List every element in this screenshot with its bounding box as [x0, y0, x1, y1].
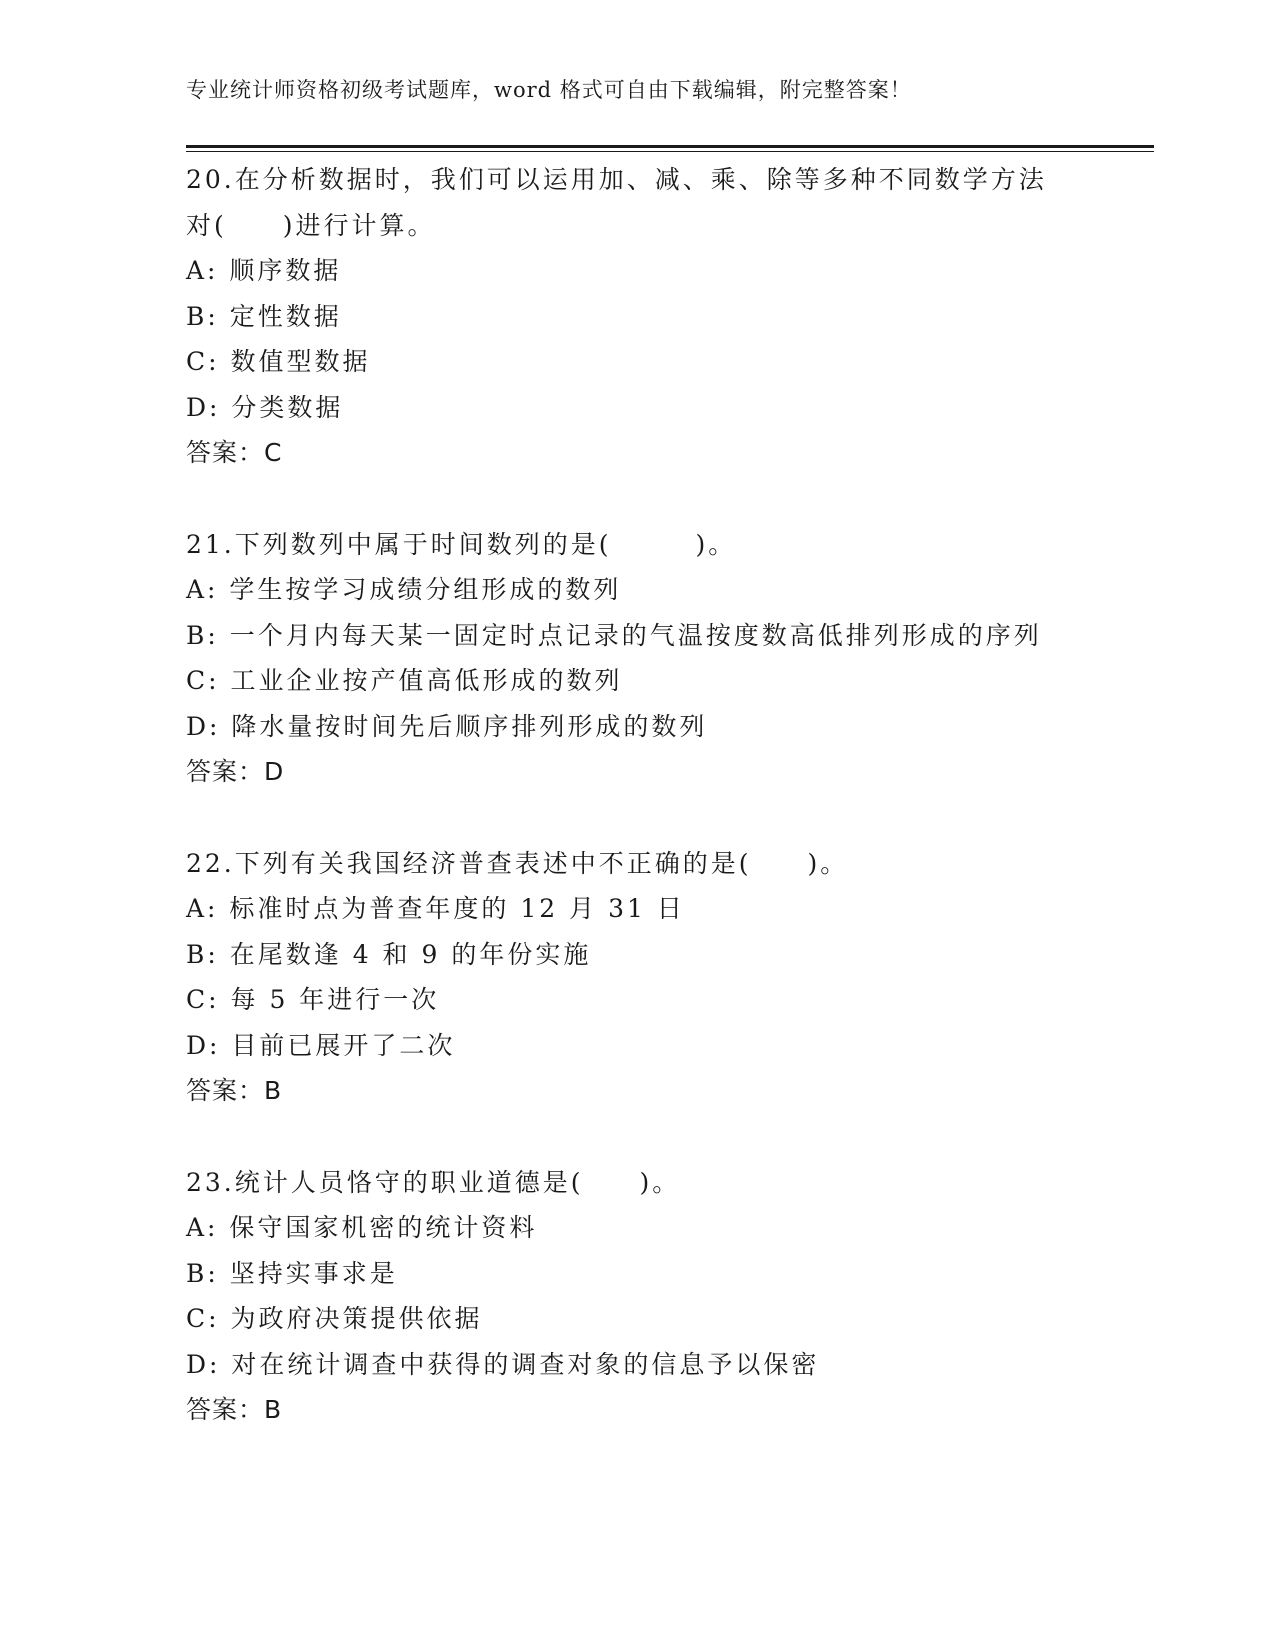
option-a: A: 顺序数据: [186, 256, 342, 285]
header-rule-thick: [186, 145, 1154, 148]
question-stem: 22.下列有关我国经济普查表述中不正确的是( )。: [186, 848, 849, 878]
question-stem: 23.统计人员恪守的职业道德是( )。: [186, 1167, 681, 1197]
option-c: C: 为政府决策提供依据: [186, 1304, 483, 1333]
option-d: D: 降水量按时间先后顺序排列形成的数列: [186, 711, 708, 741]
option-b: B: 定性数据: [186, 301, 342, 331]
question-list: [186, 157, 1154, 1479]
option-d: D: 目前已展开了二次: [186, 1030, 456, 1060]
page-header: 专业统计师资格初级考试题库，word 格式可自由下载编辑，附完整答案！: [186, 78, 912, 102]
option-b: B: 一个月内每天某一固定时点记录的气温按度数高低排列形成的序列: [186, 620, 1042, 650]
option-b: B: 在尾数逢 4 和 9 的年份实施: [186, 939, 592, 969]
answer: 答案：B: [186, 1395, 283, 1424]
option-b: B: 坚持实事求是: [186, 1258, 398, 1288]
question-stem: 21.下列数列中属于时间数列的是( )。: [186, 529, 737, 559]
header-rule-thin: [186, 151, 1154, 152]
answer: 答案：D: [186, 757, 285, 786]
question-stem: 20.在分析数据时，我们可以运用加、减、乘、除等多种不同数学方法: [186, 165, 1047, 194]
question-21: [186, 522, 1154, 795]
option-d: D: 分类数据: [186, 392, 344, 422]
option-d: D: 对在统计调查中获得的调查对象的信息予以保密: [186, 1349, 820, 1379]
option-c: C: 工业企业按产值高低形成的数列: [186, 666, 623, 695]
answer: 答案：B: [186, 1076, 283, 1105]
answer: 答案：C: [186, 438, 283, 467]
option-a: A: 标准时点为普查年度的 12 月 31 日: [186, 894, 685, 923]
question-22: [186, 841, 1154, 1114]
option-c: C: 每 5 年进行一次: [186, 985, 440, 1014]
option-a: A: 保守国家机密的统计资料: [186, 1213, 538, 1242]
question-stem: 对( )进行计算。: [186, 210, 436, 240]
question-20: [186, 157, 1154, 476]
option-c: C: 数值型数据: [186, 347, 371, 376]
question-23: [186, 1160, 1154, 1433]
option-a: A: 学生按学习成绩分组形成的数列: [186, 575, 622, 604]
